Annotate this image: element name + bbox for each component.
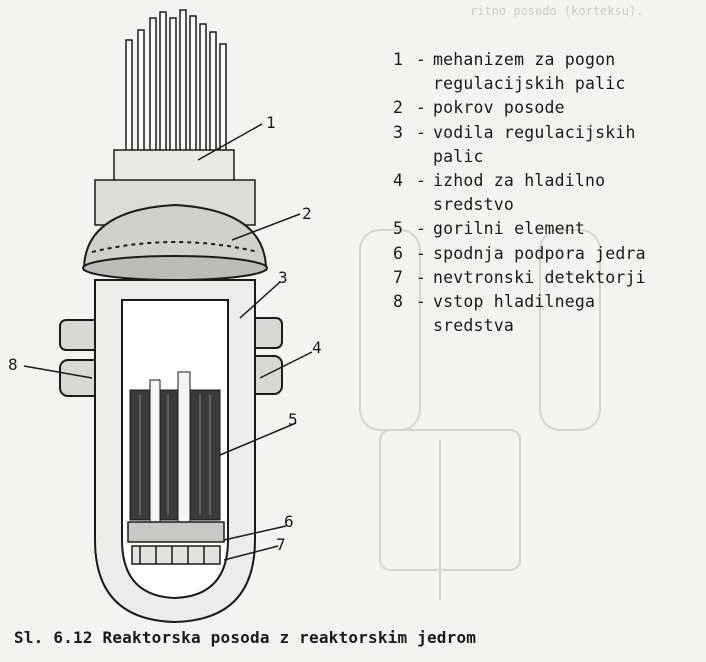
- legend-dash: -: [415, 50, 427, 69]
- legend-number: 3: [393, 122, 404, 142]
- legend: [393, 48, 703, 338]
- background-bleed-text: ritno posodo (korteksu).: [470, 4, 644, 18]
- legend-dash: -: [415, 243, 427, 263]
- callout-6: 6: [284, 512, 294, 531]
- legend-dash: -: [415, 292, 427, 312]
- legend-dash: -: [415, 267, 427, 287]
- legend-number: 2: [393, 98, 404, 118]
- legend-item: [393, 217, 703, 241]
- callout-7: 7: [276, 535, 286, 554]
- legend-text: pokrov posode: [433, 98, 565, 118]
- callout-2: 2: [302, 204, 312, 223]
- reactor-core: [130, 372, 220, 532]
- legend-text: gorilni element: [433, 219, 586, 239]
- legend-item: [393, 290, 703, 338]
- legend-text: vodila regulacijskih palic: [433, 122, 636, 166]
- callout-1: 1: [266, 113, 276, 132]
- legend-item: [393, 242, 703, 266]
- legend-text: vstop hladilnega sredstva: [433, 292, 596, 336]
- legend-dash: -: [415, 171, 427, 191]
- legend-item: [393, 169, 703, 217]
- legend-text: nevtronski detektorji: [433, 267, 646, 287]
- control-rod-drives: [95, 10, 255, 225]
- legend-item: [393, 266, 703, 290]
- legend-item: [393, 48, 703, 96]
- legend-dash: -: [415, 219, 427, 239]
- legend-dash: -: [415, 98, 427, 118]
- legend-text: spodnja podpora jedra: [433, 243, 646, 263]
- legend-number: 4: [393, 171, 404, 191]
- callout-8: 8: [8, 355, 18, 374]
- legend-number: 6: [393, 243, 404, 263]
- callout-4: 4: [312, 338, 322, 357]
- legend-item: [393, 121, 703, 169]
- legend-item: [393, 96, 703, 120]
- legend-number: 1: [393, 50, 404, 69]
- legend-number: 8: [393, 292, 404, 312]
- callout-3: 3: [278, 268, 288, 287]
- legend-number: 7: [393, 267, 404, 287]
- legend-text: mehanizem za pogon regulacijskih palic: [433, 50, 626, 94]
- callout-5: 5: [288, 410, 298, 429]
- legend-text: izhod za hladilno sredstvo: [433, 171, 606, 215]
- legend-dash: -: [415, 122, 427, 142]
- legend-number: 5: [393, 219, 404, 239]
- figure-caption: Sl. 6.12 Reaktorska posoda z reaktorskim jedrom: [14, 628, 477, 647]
